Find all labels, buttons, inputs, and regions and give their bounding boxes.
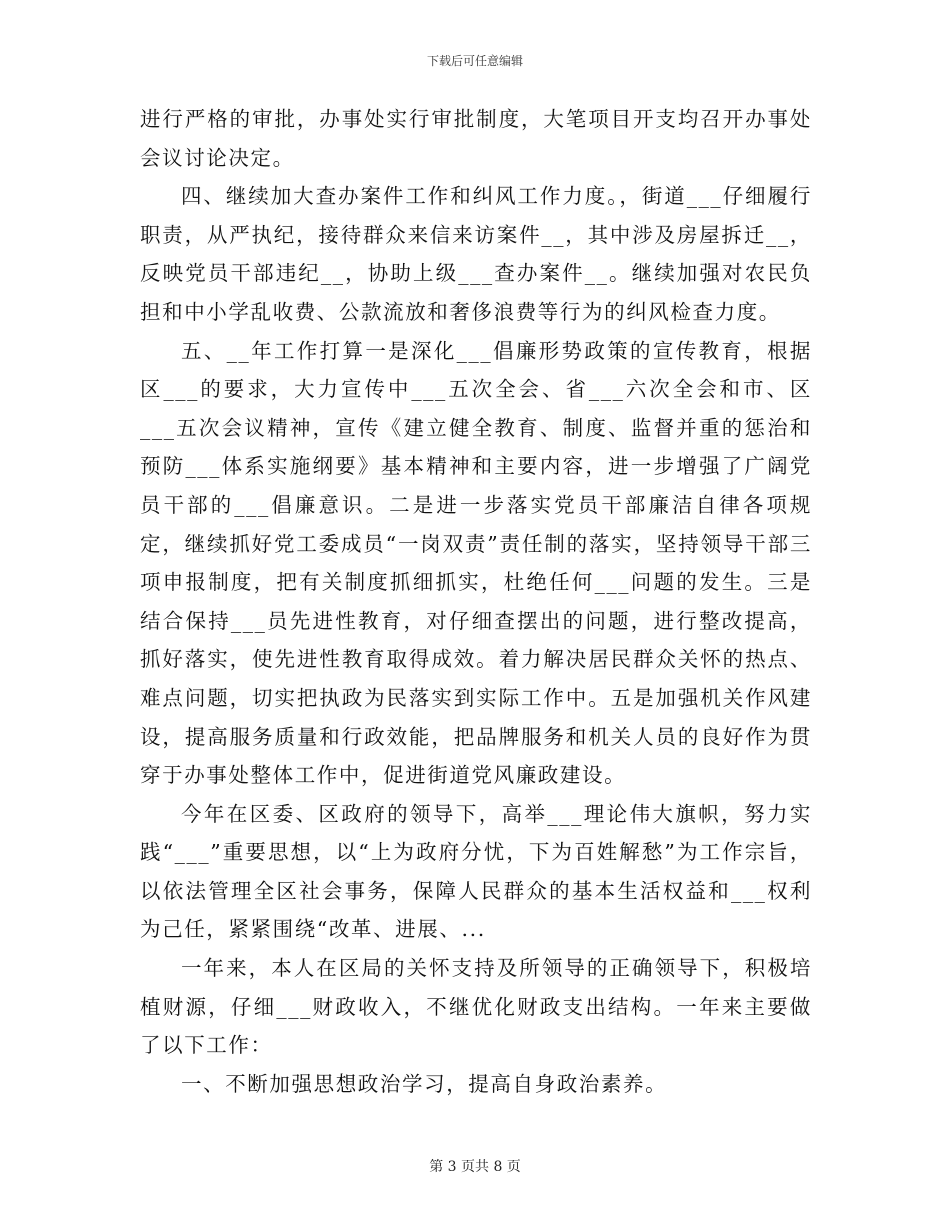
paragraph-this-year: 今年在区委、区政府的领导下，高举___理论伟大旗帜，努力实践“___”重要思想，以“上为政府分忧，下为百姓解愁”为工作宗旨，以依法管理全区社会事务，保障人民群众的基本生活权益和___权利为己任，紧紧围绕“改革、进展、... (140, 801, 812, 942)
paragraph-section-five: 五、__年工作打算一是深化___倡廉形势政策的宣传教育，根据区___的要求，大力宣传中___五次全会、省___六次全会和市、区___五次会议精神，宣传《建立健全教育、制度、监督并重的惩治和预防___体系实施纲要》基本精神和主要内容，进一步增强了广阔党员干部的___倡廉意识。二是进一步落实党员干部廉洁自律各项规定，继续抓好党工委成员“一岗双责”责任制的落实，坚持领导干部三项申报制度，把有关制度抓细抓实，杜绝任何___问题的发生。三是结合保持___员先进性教育，对仔细查摆出的问题，进行整改提高，抓好落实，使先进性教育取得成效。着力解决居民群众关怀的热点、难点问题，切实把执政为民落实到实际工作中。五是加强机关作风建设，提高服务质量和行政效能，把品牌服务和机关人员的良好作为贯穿于办事处整体工作中，促进街道党风廉政建设。 (140, 338, 812, 788)
paragraph-continuation: 进行严格的审批，办事处实行审批制度，大笔项目开支均召开办事处会议讨论决定。 (140, 107, 812, 170)
paragraph-section-four: 四、继续加大查办案件工作和纠风工作力度。，街道___仔细履行职责，从严执纪，接待群众来信来访案件__，其中涉及房屋拆迁__，反映党员干部违纪__，协助上级___查办案件__。继续加强对农民负担和中小学乱收费、公款流放和奢侈浪费等行为的纠风检查力度。 (140, 184, 812, 324)
page-header: 下载后可任意编辑 (426, 54, 523, 68)
paragraph-past-year: 一年来，本人在区局的关怀支持及所领导的正确领导下，积极培植财源，仔细___财政收入，不继优化财政支出结构。一年来主要做了以下工作： (140, 956, 812, 1058)
paragraph-item-one: 一、不断加强思想政治学习，提高自身政治素养。 (181, 1071, 668, 1096)
document-body (140, 100, 812, 1103)
page-number: 第 3 页共 8 页 (429, 1159, 521, 1175)
